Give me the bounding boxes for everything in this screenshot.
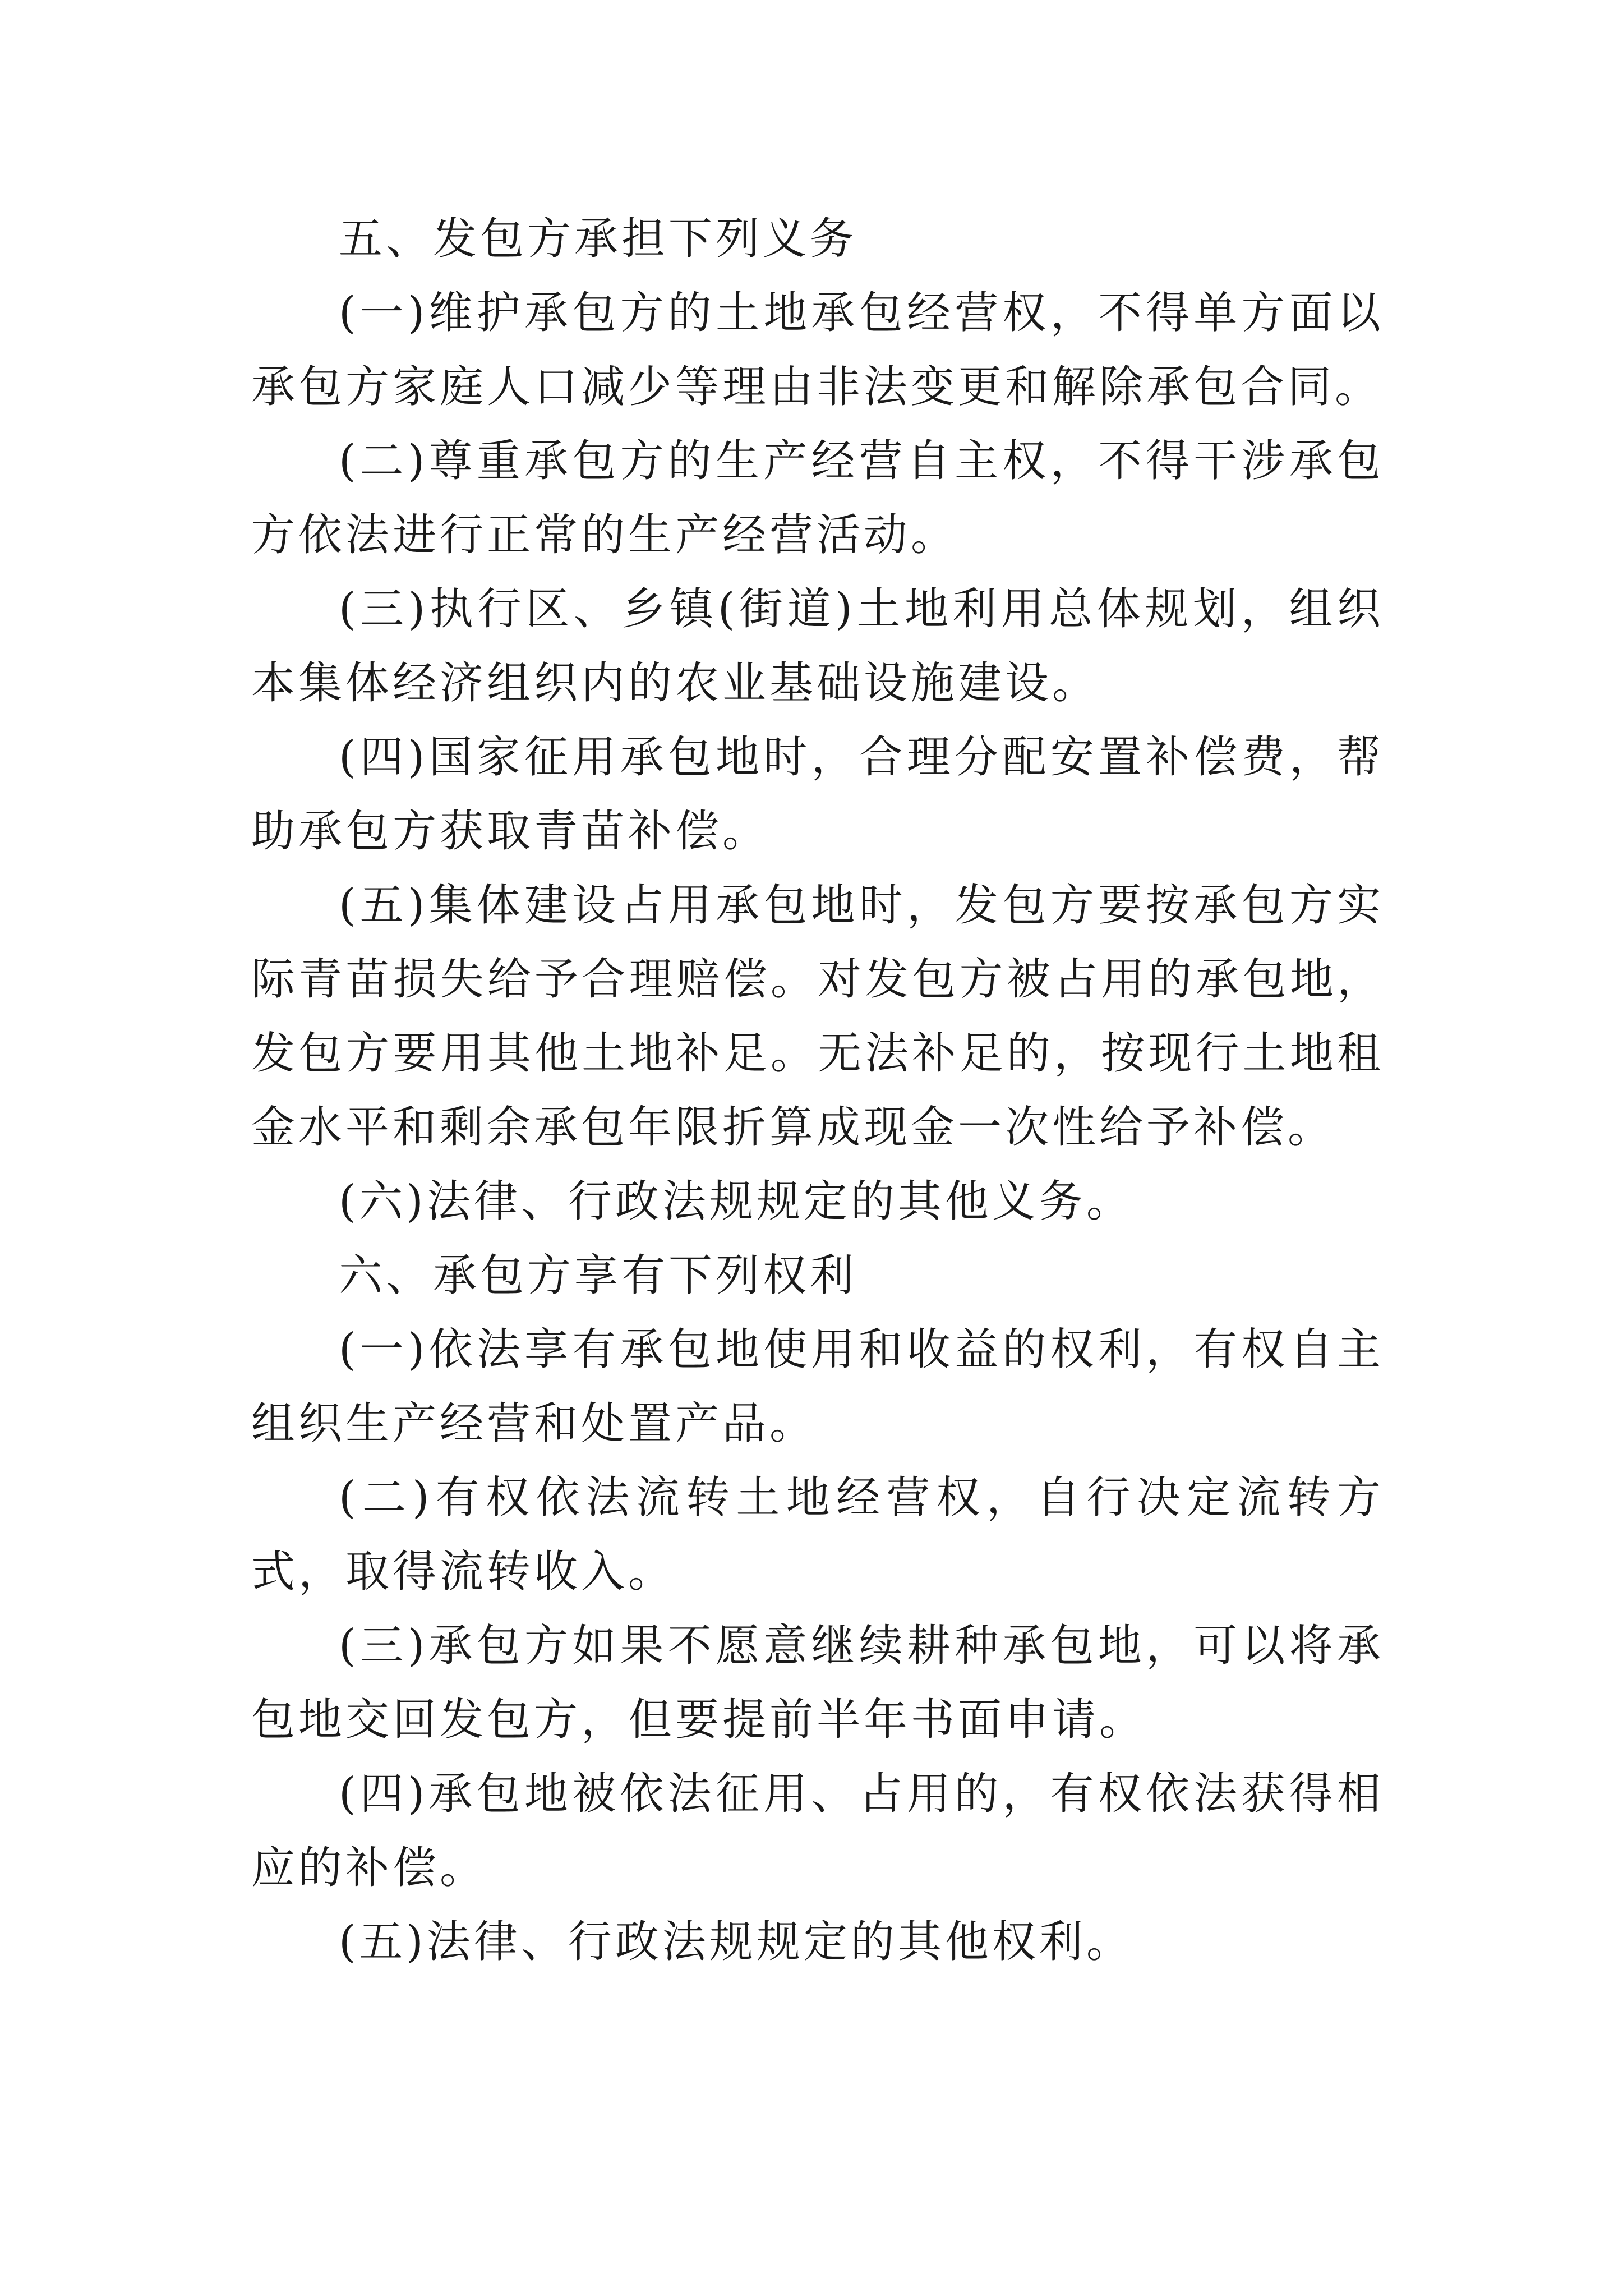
obligation-item-6: (六)法律、行政法规规定的其他义务。 [339, 1176, 1133, 1227]
rights-item-1: (一)依法享有承包地使用和收益的权利，有权自主组织生产经营和处置产品。 [251, 1324, 1384, 1449]
rights-item-2: (二)有权依法流转土地经营权，自行决定流转方式，取得流转收入。 [251, 1473, 1384, 1597]
section-heading-obligations: 五、发包方承担下列义务 [339, 214, 857, 264]
rights-item-4: (四)承包地被依法征用、占用的，有权依法获得相应的补偿。 [251, 1769, 1384, 1893]
obligation-item-4: (四)国家征用承包地时，合理分配安置补偿费，帮助承包方获取青苗补偿。 [251, 732, 1384, 857]
obligation-item-1: (一)维护承包方的土地承包经营权，不得单方面以承包方家庭人口减少等理由非法变更和解除承包合同。 [251, 288, 1384, 412]
rights-item-5: (五)法律、行政法规规定的其他权利。 [339, 1917, 1133, 1967]
section-heading-rights: 六、承包方享有下列权利 [339, 1250, 857, 1301]
obligation-item-5: (五)集体建设占用承包地时，发包方要按承包方实际青苗损失给予合理赔偿。对发包方被占用的承包地，发包方要用其他土地补足。无法补足的，按现行土地租金水平和剩余承包年限折算成现金一次性给予补偿。 [251, 880, 1384, 1153]
document-body [251, 202, 1384, 1979]
obligation-item-2: (二)尊重承包方的生产经营自主权，不得干涉承包方依法进行正常的生产经营活动。 [251, 436, 1384, 560]
rights-item-3: (三)承包方如果不愿意继续耕种承包地，可以将承包地交回发包方，但要提前半年书面申请。 [251, 1621, 1384, 1745]
obligation-item-3: (三)执行区、乡镇(街道)土地利用总体规划，组织本集体经济组织内的农业基础设施建设。 [251, 584, 1384, 708]
